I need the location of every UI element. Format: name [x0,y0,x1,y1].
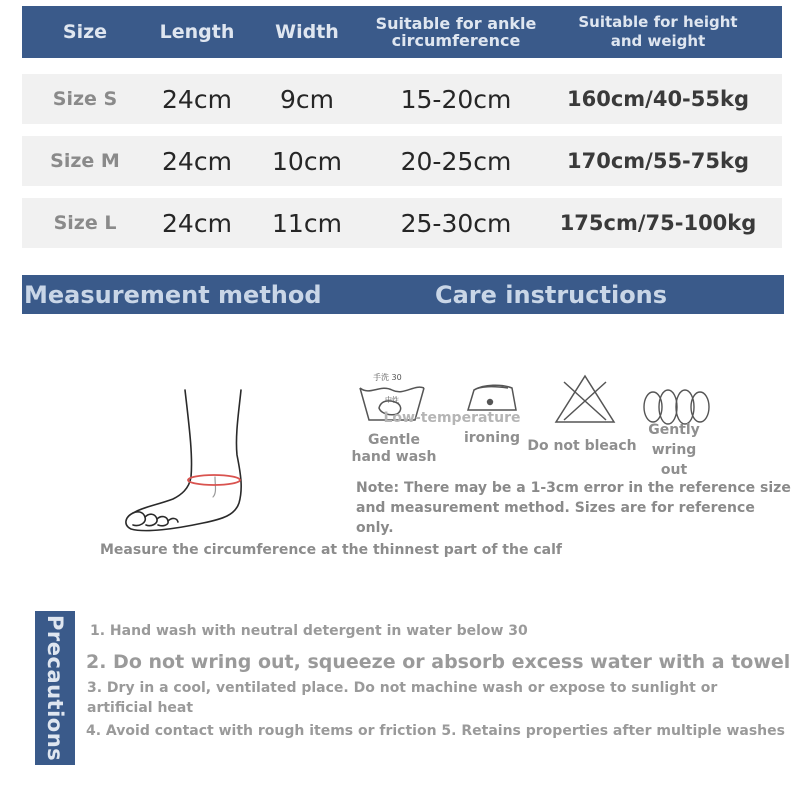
row-height-weight: 170cm/55-75kg [567,149,749,173]
measurement-caption: Measure the circumference at the thinnest part of the calf [100,542,562,558]
measurement-method-title: Measurement method [24,280,322,309]
row-size: Size S [52,88,118,110]
row-size: Size M [50,150,120,172]
row-size: Size L [53,212,117,234]
size-table-header [22,6,782,58]
size-row-s [22,74,782,124]
header-size: Size [62,21,108,43]
care-label-no-bleach: Do not bleach [527,438,637,454]
precaution-item-3: 3. Dry in a cool, ventilated place. Do not machine wash or expose to sunlight or artificial heat [87,680,718,716]
row-width: 10cm [272,146,342,176]
precaution-item-2: 2. Do not wring out, squeeze or absorb excess water with a towel [86,651,791,673]
header-ankle: Suitable for ankle circumference [375,14,537,50]
no-bleach-icon [552,372,618,426]
row-length: 24cm [162,84,232,114]
size-row-m [22,136,782,186]
care-instructions-title: Care instructions [435,280,668,309]
row-width: 11cm [272,208,342,238]
precaution-item-1: 1. Hand wash with neutral detergent in water below 30 [90,623,528,639]
care-label-low-temp: Low-temperature [383,410,521,426]
reference-note: Note: There may be a 1-3cm error in the reference size and measurement method. Sizes are for reference only. [356,480,791,536]
row-length: 24cm [162,146,232,176]
row-ankle: 25-30cm [400,208,512,238]
care-label-ironing: ironing [463,430,521,446]
row-width: 9cm [279,84,334,114]
header-width: Width [275,21,339,43]
header-length: Length [159,21,235,43]
ankle-measure-line [188,475,240,485]
svg-text:中性: 中性 [385,396,399,404]
precautions-title: Precautions [43,614,67,762]
header-height-weight: Suitable for height and weight [578,13,738,50]
row-ankle: 15-20cm [400,84,512,114]
row-height-weight: 160cm/40-55kg [567,87,749,111]
foot-illustration-icon [115,385,255,535]
precaution-item-4: 4. Avoid contact with rough items or friction 5. Retains properties after multiple washes [86,723,785,739]
care-label-wring: Gently wring out [648,422,700,478]
precautions-bar [35,611,75,765]
row-height-weight: 175cm/75-100kg [559,211,757,235]
size-row-l [22,198,782,248]
svg-text:手洗 30: 手洗 30 [373,373,402,382]
row-length: 24cm [162,208,232,238]
section-bar [22,275,784,314]
row-ankle: 20-25cm [400,146,512,176]
care-label-hand-wash: Gentle hand wash [351,432,437,465]
